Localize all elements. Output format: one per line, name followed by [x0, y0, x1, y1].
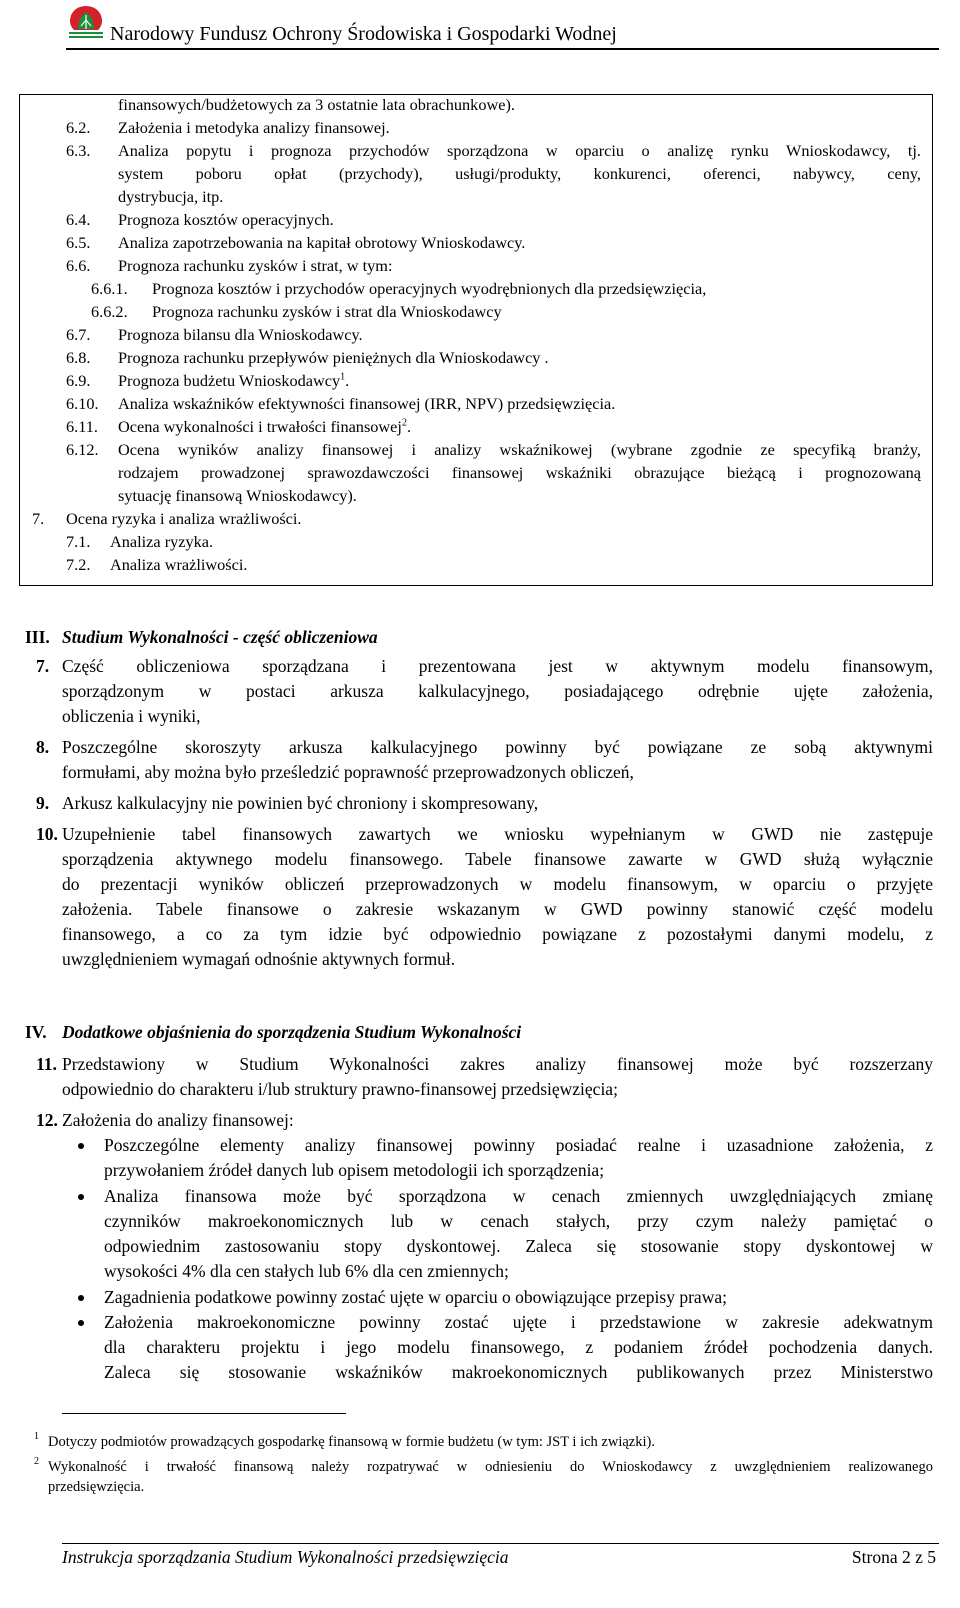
- bullet-line: Założenia makroekonomiczne powinny zostać ujęte i przedstawione w zakresie adekwatnym: [104, 1312, 933, 1332]
- header-rule: [66, 48, 939, 50]
- toc-item-number: 6.6.2.: [91, 302, 128, 321]
- bullet-line: czynników makroekonomicznych lub w cenach stałych, przy czym należy pamiętać o: [104, 1211, 933, 1231]
- toc-item-text: Analiza zapotrzebowania na kapitał obrotowy Wnioskodawcy.: [118, 233, 526, 252]
- paragraph-line: sporządzenia aktywnego modelu finansowego. Tabele finansowe zawarte w GWD służą wyłącznie: [62, 849, 933, 869]
- paragraph-line: obliczenia i wyniki,: [62, 706, 201, 726]
- toc-item-number: 6.6.: [66, 256, 91, 275]
- bullet-icon: [78, 1295, 84, 1301]
- toc-item-number: 6.10.: [66, 394, 99, 413]
- paragraph-line: finansowego, a co za tym idzie być odpowiednio powiązane z pozostałymi danymi modelu, z: [62, 924, 933, 944]
- bullet-line: wysokości 4% dla cen stałych lub 6% dla cen zmiennych;: [104, 1261, 509, 1281]
- paragraph-number: 7.: [36, 656, 50, 676]
- paragraph-line: Przedstawiony w Studium Wykonalności zakres analizy finansowej może być rozszerzany: [62, 1054, 933, 1074]
- footer-page-number: Strona 2 z 5: [851, 1547, 936, 1567]
- footnote-separator: [62, 1413, 346, 1414]
- paragraph-number: 9.: [36, 793, 50, 813]
- footnote-text: przedsięwzięcia.: [48, 1479, 145, 1495]
- paragraph-line: Arkusz kalkulacyjny nie powinien być chroniony i skompresowany,: [62, 793, 539, 813]
- footnote-ref: 2: [401, 417, 407, 429]
- paragraph-line: odpowiednio do charakteru i/lub struktury prawno-finansowej przedsięwzięcia;: [62, 1079, 618, 1099]
- toc-item-number: 6.3.: [66, 141, 91, 160]
- toc-item-number: 6.12.: [66, 440, 99, 459]
- paragraph-number: 10.: [36, 824, 58, 844]
- footer-document-title: Instrukcja sporządzania Studium Wykonalności przedsięwzięcia: [62, 1547, 509, 1567]
- paragraph-line: Założenia do analizy finansowej:: [62, 1110, 294, 1130]
- section-number: III.: [25, 627, 50, 647]
- toc-item-text: rodzajem prowadzonej sprawozdawczości finansowej wskaźniki obrazujące bieżącą i prognozowaną: [118, 463, 921, 482]
- paragraph-line: Część obliczeniowa sporządzana i prezentowana jest w aktywnym modelu finansowym,: [62, 656, 933, 676]
- toc-item-number: 6.4.: [66, 210, 91, 229]
- toc-item-number: 6.7.: [66, 325, 91, 344]
- footer-rule: [62, 1543, 939, 1544]
- toc-item-number: 7.: [32, 509, 45, 528]
- toc-item-text: Prognoza kosztów operacyjnych.: [118, 210, 334, 229]
- paragraph-line: formułami, aby można było prześledzić poprawność przeprowadzonych obliczeń,: [62, 762, 634, 782]
- footnote-number: 2: [34, 1456, 39, 1467]
- footnote-number: 1: [34, 1431, 39, 1442]
- document-page: Narodowy Fundusz Ochrony Środowiska i Gospodarki Wodnej finansowych/budżetowych za 3 ostatnie lata obrachunkowe). 6.2. Założenia i metodyka analizy finansowej. 6.3. Analiza popytu i prognoza przychodów sporządzona w oparciu o analizę rynku Wnioskodawcy, tj. system poboru opłat (przychody), usługi/produkty, konkurenci, oferenci, nabywcy, ceny, dystrybucja, itp. 6.4. Prognoza kosztów operacyjnych. 6.5. Analiza zapotrzebowania na kapitał obrotowy Wnioskodawcy. 6.6. Prognoza rachunku zysków i strat, w tym: 6.6.1. Prognoza kosztów i przychodów operacyjnych wyodrębnionych dla przedsięwzięcia, 6.6.2. Prognoza rachunku zysków i strat dla Wnioskodawcy 6.7. Prognoza bilansu dla Wnioskodawcy. 6.8. Prognoza rachunku przepływów pieniężnych dla Wnioskodawcy . 6.9. Prognoza budżetu Wnioskodawcy$^1$. 6.10. Analiza wskaźników efektywności finansowej (IRR, NPV) przedsięwzięcia. 6.11. Ocena wykonalności i trwałości finansowej$^2$. 6.12. Ocena wyników analizy finansowej i analizy wskaźnikowej (wybrane zgodnie ze specyfiką branży, rodzajem prowadzonej sprawozdawczości finansowej wskaźniki obrazujące bieżącą i prognozowaną sytuację finansową Wnioskodawcy). 7. Ocena ryzyka i analiza wrażliwości. 7.1. Analiza ryzyka. 7.2. Analiza wrażliwości. III. Studium Wykonalności - część obliczeniowa 7. Część obliczeniowa sporządzana i prezentowana jest w aktywnym modelu finansowym, sporządzonym w postaci arkusza kalkulacyjnego, posiadającego odrębnie ujęte założenia, obliczenia i wyniki, 8. Poszczególne skoroszyty arkusza kalkulacyjnego powinny być powiązane ze sobą aktywnymi formułami, aby można było prześledzić poprawność przeprowadzonych obliczeń, 9. Arkusz kalkulacyjny nie powinien być chroniony i skompresowany, 10. Uzupełnienie tabel finansowych zawartych we wniosku wypełnianym w GWD nie zastępuje sporządzenia aktywnego modelu finansowego. Tabele finansowe zawarte w GWD służą wyłącznie do prezentacji wyników obliczeń przeprowadzonych w modelu finansowym, w oparciu o przyjęte założenia. Tabele finansowe o zakresie wskazanym w GWD powinny stanowić część modelu finansowego, a co za tym idzie być odpowiednio powiązane z pozostałymi danymi modelu, z uwzględnieniem wymagań odnośnie aktywnych formuł. IV. Dodatkowe objaśnienia do sporządzenia Studium Wykonalności 11. Przedstawiony w Studium Wykonalności zakres analizy finansowej może być rozszerzany odpowiednio do charakteru i/lub struktury prawno-finansowej przedsięwzięcia; 12. Założenia do analizy finansowej: Poszczególne elementy analizy finansowej powinny posiadać realne i uzasadnione założenia, z przywołaniem źródeł danych lub opisem metodologii ich sporządzenia; Analiza finansowa może być sporządzona w cenach zmiennych uwzględniających zmianę czynników makroekonomicznych lub w cenach stałych, przy czym należy pamiętać o odpowiednim zastosowaniu stopy dyskontowej. Zaleca się stosowanie stopy dyskontowej w wysokości 4% dla cen stałych lub 6% dla cen zmiennych; Zagadnienia podatkowe powinny zostać ujęte w oparciu o obowiązujące przepisy prawa; Założenia makroekonomiczne powinny zostać ujęte i przedstawione w zakresie adekwatnym dla charakteru projektu i jego modelu finansowego, z podaniem źródeł pochodzenia danych. Zaleca się stosowanie wskaźników makroekonomicznych publikowanych przez Ministerstwo 1 Dotyczy podmiotów prowadzących gospodarkę finansową w formie budżetu (w tym: JST i ich związki). 2 Wykonalność i trwałość finansową należy rozpatrywać w odniesieniu do Wnioskodawcy z uwzględnieniem realizowanego przedsięwzięcia. Instrukcja sporządzania Studium Wykonalności przedsięwzięcia Strona 2 z 5: [0, 0, 960, 1608]
- toc-item-number: 6.2.: [66, 118, 91, 137]
- section-number: IV.: [25, 1022, 47, 1042]
- bullet-icon: [78, 1143, 84, 1149]
- bullet-line: Analiza finansowa może być sporządzona w cenach zmiennych uwzględniających zmianę: [104, 1186, 933, 1206]
- toc-item-text: Prognoza bilansu dla Wnioskodawcy.: [118, 325, 363, 344]
- toc-item-number: 7.2.: [66, 555, 91, 574]
- paragraph-number: 12.: [36, 1110, 58, 1130]
- toc-item-text: Prognoza rachunku przepływów pieniężnych dla Wnioskodawcy .: [118, 348, 549, 367]
- footnote-text: Wykonalność i trwałość finansową należy rozpatrywać w odniesieniu do Wnioskodawcy z uwzględnieniem realizowanego: [48, 1459, 933, 1475]
- bullet-line: Poszczególne elementy analizy finansowej powinny posiadać realne i uzasadnione założenia, z: [104, 1135, 933, 1155]
- toc-item-text: Analiza ryzyka.: [110, 532, 214, 551]
- paragraph-line: Uzupełnienie tabel finansowych zawartych we wniosku wypełnianym w GWD nie zastępuje: [62, 824, 933, 844]
- paragraph-line: Poszczególne skoroszyty arkusza kalkulacyjnego powinny być powiązane ze sobą aktywnymi: [62, 737, 933, 757]
- paragraph-number: 11.: [36, 1054, 57, 1074]
- bullet-line: odpowiednim zastosowaniu stopy dyskontowej. Zaleca się stosowanie stopy dyskontowej w: [104, 1236, 933, 1256]
- bullet-line: Zaleca się stosowanie wskaźników makroekonomicznych publikowanych przez Ministerstwo: [104, 1362, 933, 1382]
- toc-item-text: Ocena wykonalności i trwałości finansowej$^2$.: [118, 417, 412, 436]
- nfosigw-logo-icon: [66, 2, 106, 42]
- toc-item-number: 6.8.: [66, 348, 91, 367]
- toc-item-text: Analiza wskaźników efektywności finansowej (IRR, NPV) przedsięwzięcia.: [118, 394, 616, 413]
- toc-item-text: Założenia i metodyka analizy finansowej.: [118, 118, 390, 137]
- section-title: Dodatkowe objaśnienia do sporządzenia Studium Wykonalności: [62, 1022, 522, 1042]
- bullet-line: przywołaniem źródeł danych lub opisem metodologii ich sporządzenia;: [104, 1160, 605, 1180]
- toc-item-number: 6.5.: [66, 233, 91, 252]
- page-header: [66, 0, 946, 46]
- section-title: Studium Wykonalności - część obliczeniowa: [62, 627, 378, 647]
- bullet-icon: [78, 1194, 84, 1200]
- paragraph-line: sporządzonym w postaci arkusza kalkulacyjnego, posiadającego odrębnie ujęte założenia,: [62, 681, 933, 701]
- footnote-ref: 1: [340, 371, 346, 383]
- paragraph-line: do prezentacji wyników obliczeń przeprowadzonych w modelu finansowym, w oparciu o przyjęte: [62, 874, 933, 894]
- bullet-icon: [78, 1320, 84, 1326]
- toc-item-number: 7.1.: [66, 532, 91, 551]
- paragraph-line: uwzględnieniem wymagań odnośnie aktywnych formuł.: [62, 949, 456, 969]
- organization-name: Narodowy Fundusz Ochrony Środowiska i Gospodarki Wodnej: [110, 23, 617, 45]
- toc-item-text: system poboru opłat (przychody), usługi/produkty, konkurenci, oferenci, nabywcy, ceny,: [118, 164, 921, 183]
- toc-item-text: Ocena ryzyka i analiza wrażliwości.: [66, 509, 302, 528]
- toc-item-text: Prognoza rachunku zysków i strat, w tym:: [118, 256, 393, 275]
- bullet-line: Zagadnienia podatkowe powinny zostać ujęte w oparciu o obowiązujące przepisy prawa;: [104, 1287, 727, 1307]
- toc-item-text: Prognoza kosztów i przychodów operacyjnych wyodrębnionych dla przedsięwzięcia,: [152, 279, 707, 298]
- paragraph-number: 8.: [36, 737, 50, 757]
- toc-item-text: Prognoza budżetu Wnioskodawcy$^1$.: [118, 371, 350, 390]
- paragraph-line: założenia. Tabele finansowe o zakresie wskazanym w GWD powinny stanowić część modelu: [62, 899, 933, 919]
- toc-item-number: 6.6.1.: [91, 279, 128, 298]
- toc-item-text: Analiza wrażliwości.: [110, 555, 248, 574]
- toc-item-text: Ocena wyników analizy finansowej i analizy wskaźnikowej (wybrane zgodnie ze specyfiką branży,: [118, 440, 921, 459]
- footnote-text: Dotyczy podmiotów prowadzących gospodarkę finansową w formie budżetu (w tym: JST i ich związki).: [48, 1434, 655, 1450]
- toc-item-number: 6.11.: [66, 417, 98, 436]
- bullet-line: dla charakteru projektu i jego modelu finansowego, z podaniem źródeł pochodzenia danych.: [104, 1337, 933, 1357]
- toc-item-text: Analiza popytu i prognoza przychodów sporządzona w oparciu o analizę rynku Wnioskodawcy, tj.: [118, 141, 921, 160]
- toc-item-number: 6.9.: [66, 371, 91, 390]
- toc-item-text: Prognoza rachunku zysków i strat dla Wnioskodawcy: [152, 302, 502, 321]
